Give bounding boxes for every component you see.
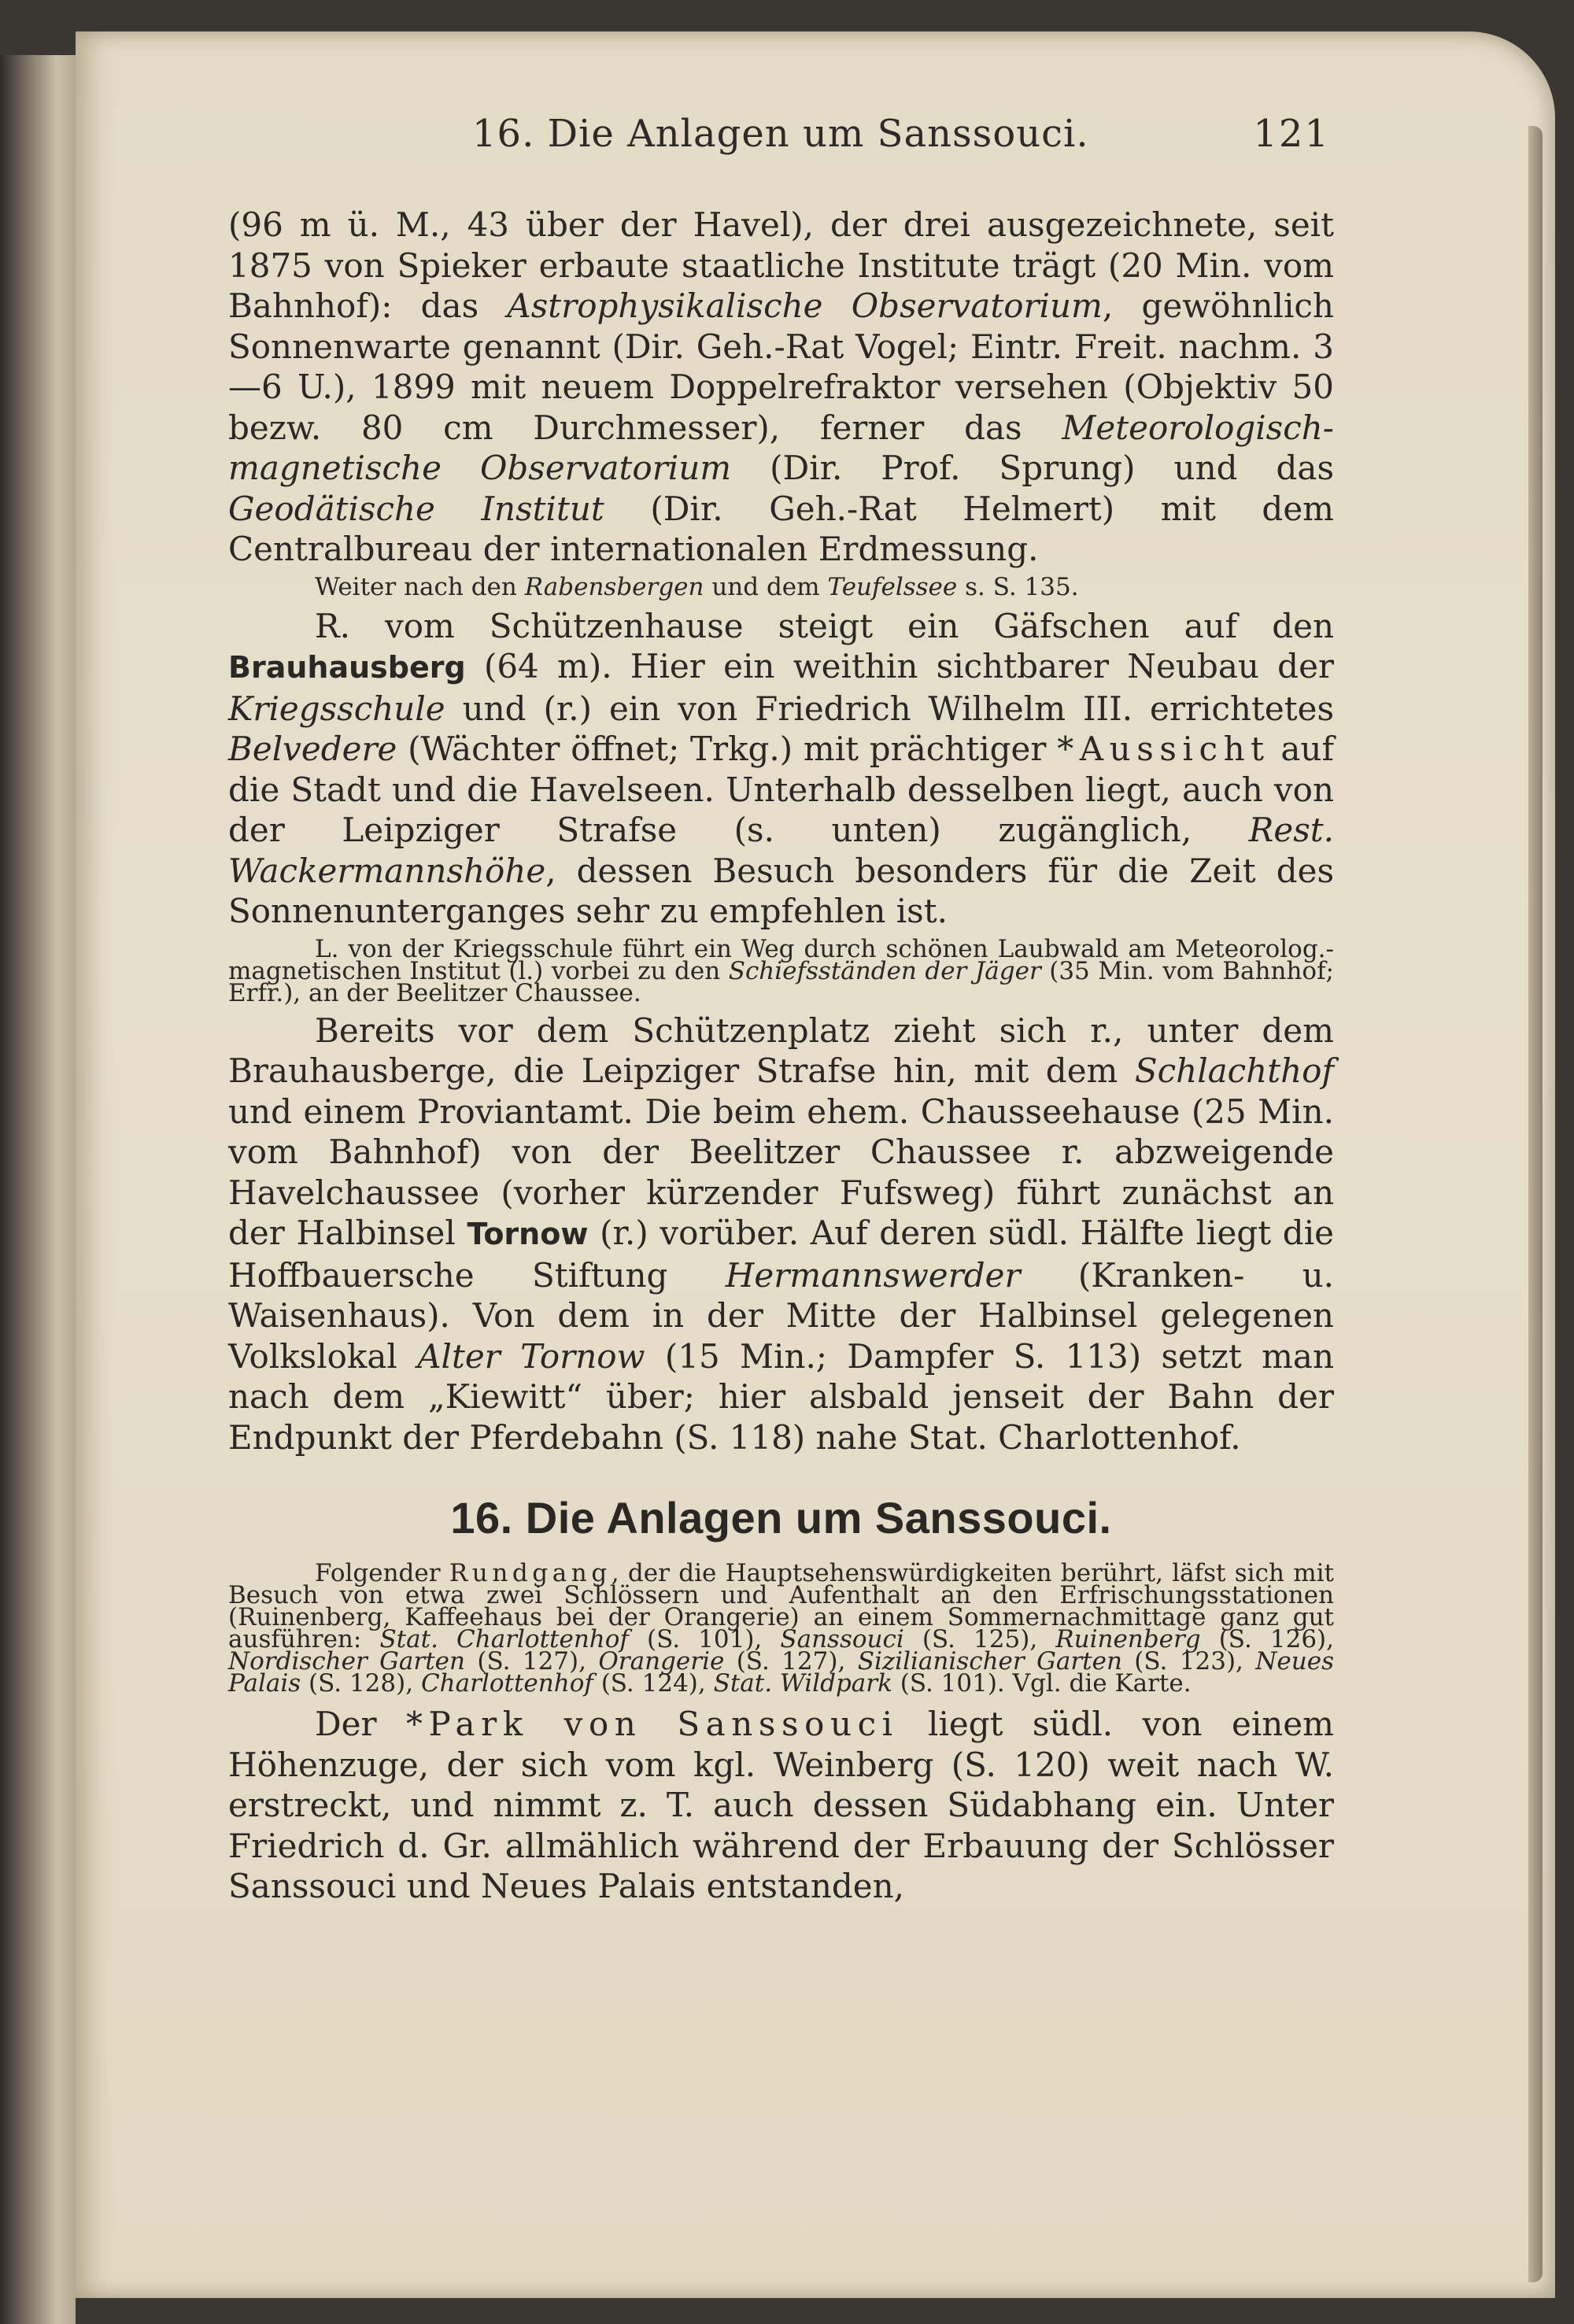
text: (S. 125), bbox=[903, 1625, 1056, 1653]
text: (Wächter öffnet; Trkg.) mit prächtiger bbox=[397, 730, 1058, 768]
paragraph-observatories bbox=[228, 205, 1334, 570]
page-number: 121 bbox=[1253, 112, 1330, 156]
place-name: Alter Tornow bbox=[417, 1336, 645, 1376]
previous-page-edge bbox=[0, 55, 76, 2324]
running-header bbox=[472, 112, 1330, 167]
place-name: Stat. Wildpark bbox=[713, 1669, 892, 1698]
text: und dem bbox=[704, 572, 828, 601]
note-rundgang bbox=[228, 1559, 1334, 1698]
text: liegt südl. von einem Höhenzuge, der sich vom kgl. Weinberg (S. 120) weit nach W. erstreckt, und nimmt z. T. auch dessen Südabhang ein. Unter Friedrich d. Gr. allmählich während der Erbauung der Schlösser Sanssouci und Neues Palais entstanden, bbox=[228, 1705, 1334, 1905]
spaced-highlight: *Park von Sanssouci bbox=[405, 1705, 899, 1743]
text: (Dir. Prof. Sprung) und das bbox=[731, 449, 1334, 487]
text: Bereits vor dem Schützenplatz zieht sich r., unter dem Brauhausberge, die Leipziger Strafse hin, mit dem bbox=[228, 1011, 1334, 1090]
spaced-highlight: Rundgang bbox=[449, 1559, 611, 1587]
place-name: Stat. Charlottenhof bbox=[379, 1625, 629, 1653]
text: , dessen Besuch besonders für die Zeit des Sonnenunterganges sehr zu empfehlen ist. bbox=[228, 851, 1334, 930]
text: auf die Stadt und die Havelseen. Unterhalb desselben liegt, auch von der Leipziger Strafse (s. unten) zugänglich, bbox=[228, 730, 1334, 849]
place-name: Meteorologisch-magnetische Observatorium bbox=[228, 408, 1334, 487]
text: (r.) vorüber. Auf deren südl. Hälfte liegt die Hoffbauersche Stiftung bbox=[228, 1214, 1334, 1295]
text: , der die Hauptsehenswürdigkeiten berührt, läfst sich mit Besuch von etwa zwei Schlössern und Aufenthalt an den Erfrischungsstationen (Ruinenberg, Kaffeehaus bei der Orangerie) an einem Sommernachmittage ganz gut ausführen: bbox=[228, 1559, 1334, 1653]
text: (S. 127), bbox=[724, 1647, 858, 1676]
page-stack-edge bbox=[1528, 126, 1543, 2282]
text: (S. 101), bbox=[628, 1625, 781, 1653]
text: (S. 124), bbox=[593, 1669, 714, 1698]
place-name-bold: Tornow bbox=[467, 1217, 589, 1251]
paragraph-brauhausberg bbox=[228, 606, 1334, 932]
text: Weiter nach den bbox=[315, 572, 525, 601]
place-name: Geodätische Institut bbox=[228, 489, 604, 528]
text: (15 Min.; Dampfer S. 113) setzt man nach dem „Kiewitt“ über; hier alsbald jenseit der Bahn der Endpunkt der Pferdebahn (S. 118) nahe Stat. Charlottenhof. bbox=[228, 1336, 1335, 1457]
note-kriegsschule bbox=[228, 934, 1334, 1007]
place-name: Orangerie bbox=[598, 1647, 725, 1676]
place-name: Rest. Wackermannshöhe bbox=[228, 811, 1334, 890]
place-name: Sanssouci bbox=[780, 1625, 904, 1653]
place-name-bold: Brauhausberg bbox=[228, 650, 466, 685]
text: (96 m ü. M., 43 über der Havel), der drei ausgezeichnete, seit 1875 von Spieker erbaute staatliche Institute trägt (20 Min. vom Bahnhof): das bbox=[228, 205, 1334, 325]
text: , gewöhnlich Sonnenwarte genannt (Dir. Geh.-Rat Vogel; Eintr. Freit. nachm. 3—6 U.), 1899 mit neuem Doppelrefraktor versehen (Objektiv 50 bezw. 80 cm Durchmesser), ferner das bbox=[228, 286, 1334, 447]
text: und (r.) ein von Friedrich Wilhelm III. errichtetes bbox=[445, 689, 1334, 728]
place-name: Schiefsständen der Jäger bbox=[728, 956, 1041, 985]
text: s. S. 135. bbox=[957, 572, 1079, 601]
paragraph-havelchaussee bbox=[228, 1011, 1334, 1458]
place-name: Ruinenberg bbox=[1055, 1625, 1201, 1653]
text: (64 m). Hier ein weithin sichtbarer Neubau der bbox=[465, 647, 1334, 685]
text: (S. 128), bbox=[301, 1669, 421, 1698]
text: (Kranken- u. Waisenhaus). Von dem in der Mitte der Halbinsel gelegenen Volkslokal bbox=[228, 1255, 1334, 1376]
place-name: Rabensbergen bbox=[524, 572, 704, 601]
place-name: Nordischer Garten bbox=[228, 1647, 465, 1676]
text: (S. 127), bbox=[465, 1647, 599, 1676]
note-rabensberge bbox=[228, 572, 1334, 601]
place-name: Teufelssee bbox=[827, 572, 958, 601]
place-name: Hermannswerder bbox=[725, 1255, 1021, 1295]
place-name: Charlottenhof bbox=[420, 1669, 593, 1698]
place-name: Schlachthof bbox=[1134, 1051, 1334, 1090]
spaced-highlight: *Aussicht bbox=[1057, 730, 1270, 768]
text: L. von der Kriegsschule führt ein Weg durch schönen Laubwald am Meteorolog.-magnetischen Institut (l.) vorbei zu den bbox=[228, 934, 1334, 985]
place-name: Sizilianischer Garten bbox=[857, 1647, 1122, 1676]
header-title: 16. Die Anlagen um Sanssouci. bbox=[472, 112, 1089, 156]
text: (Dir. Geh.-Rat Helmert) mit dem Centralbureau der internationalen Erdmessung. bbox=[228, 489, 1334, 568]
place-name: Belvedere bbox=[228, 730, 397, 768]
place-name: Astrophysikalische Observatorium bbox=[507, 286, 1103, 325]
paragraph-park bbox=[228, 1704, 1334, 1907]
section-heading: 16. Die Anlagen um Sanssouci. bbox=[450, 1493, 1112, 1543]
text: R. vom Schützenhause steigt ein Gäfschen auf den bbox=[315, 606, 1334, 645]
place-name: Neues Palais bbox=[228, 1647, 1334, 1698]
text: (S. 126), bbox=[1200, 1625, 1334, 1653]
place-name: Kriegsschule bbox=[228, 689, 445, 728]
text: (S. 101). Vgl. die Karte. bbox=[892, 1669, 1192, 1698]
text: Folgender bbox=[315, 1559, 449, 1587]
text: und einem Proviantamt. Die beim ehem. Chausseehause (25 Min. vom Bahnhof) von der Beelitzer Chaussee r. abzweigende Havelchaussee (vorher kürzender Fufsweg) führt zunächst an der Halbinsel bbox=[228, 1092, 1334, 1252]
text: (35 Min. vom Bahnhof; Erfr.), an der Beelitzer Chaussee. bbox=[228, 956, 1334, 1007]
text: (S. 123), bbox=[1121, 1647, 1256, 1676]
page-body bbox=[228, 205, 1334, 1907]
text: Der bbox=[315, 1705, 406, 1743]
